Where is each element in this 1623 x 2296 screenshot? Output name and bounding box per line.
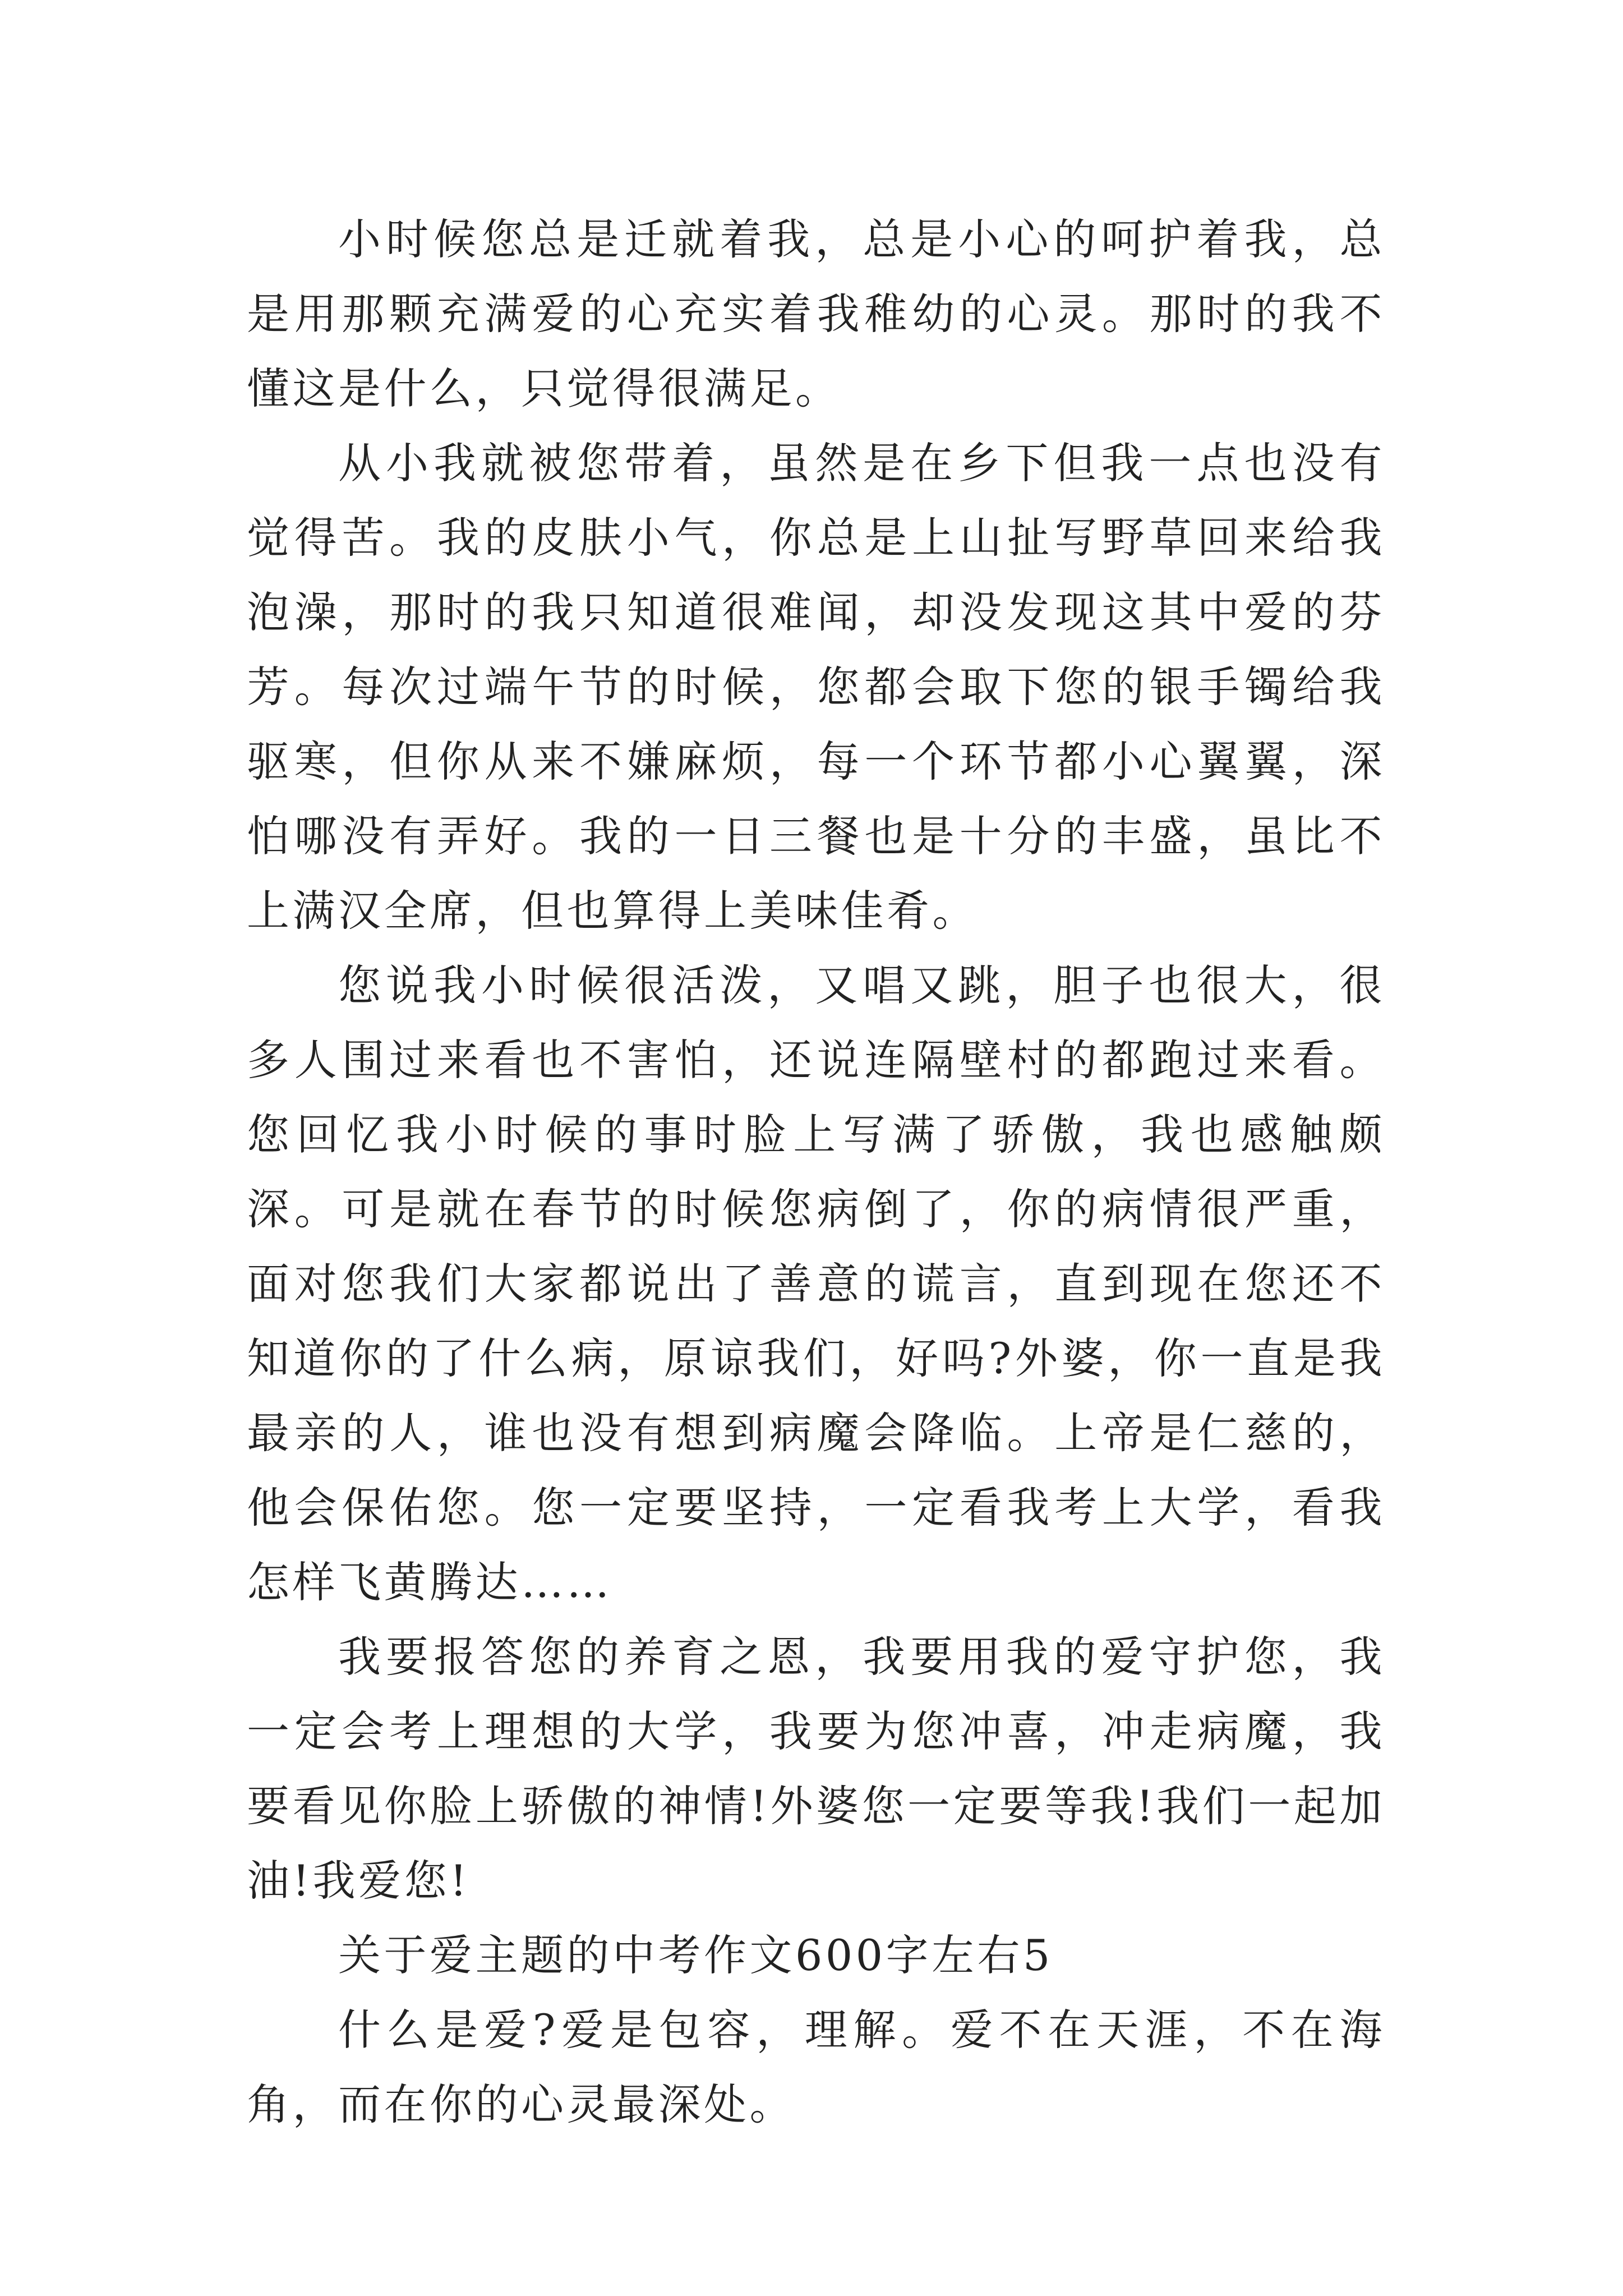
essay-heading: 关于爱主题的中考作文600字左右5	[338, 1930, 1053, 1980]
paragraph-promise: 我要报答您的养育之恩，我要用我的爱守护您，我一定会考上理想的大学，我要为您冲喜，冲走病魔，我要看见你脸上骄傲的神情!外婆您一定要等我!我们一起加油!我爱您!	[247, 1632, 1385, 1906]
document-body	[247, 202, 1385, 2142]
paragraph-illness: 您说我小时候很活泼，又唱又跳，胆子也很大，很多人围过来看也不害怕，还说连隔壁村的都跑过来看。您回忆我小时候的事时脸上写满了骄傲，我也感触颇深。可是就在春节的时候您病倒了，你的病情很严重，面对您我们大家都说出了善意的谎言，直到现在您还不知道你的了什么病，原谅我们，好吗?外婆，你一直是我最亲的人，谁也没有想到病魔会降临。上帝是仁慈的，他会保佑您。您一定要坚持，一定看我考上大学，看我怎样飞黄腾达……	[247, 960, 1385, 1607]
paragraph-what-is-love: 什么是爱?爱是包容，理解。爱不在天涯，不在海角，而在你的心灵最深处。	[247, 2005, 1385, 2129]
paragraph-countryside: 从小我就被您带着，虽然是在乡下但我一点也没有觉得苦。我的皮肤小气，你总是上山扯写野草回来给我泡澡，那时的我只知道很难闻，却没发现这其中爱的芬芳。每次过端午节的时候，您都会取下您的银手镯给我驱寒，但你从来不嫌麻烦，每一个环节都小心翼翼，深怕哪没有弄好。我的一日三餐也是十分的丰盛，虽比不上满汉全席，但也算得上美味佳肴。	[247, 438, 1385, 936]
paragraph-childhood: 小时候您总是迁就着我，总是小心的呵护着我，总是用那颗充满爱的心充实着我稚幼的心灵。那时的我不懂这是什么，只觉得很满足。	[247, 214, 1385, 413]
